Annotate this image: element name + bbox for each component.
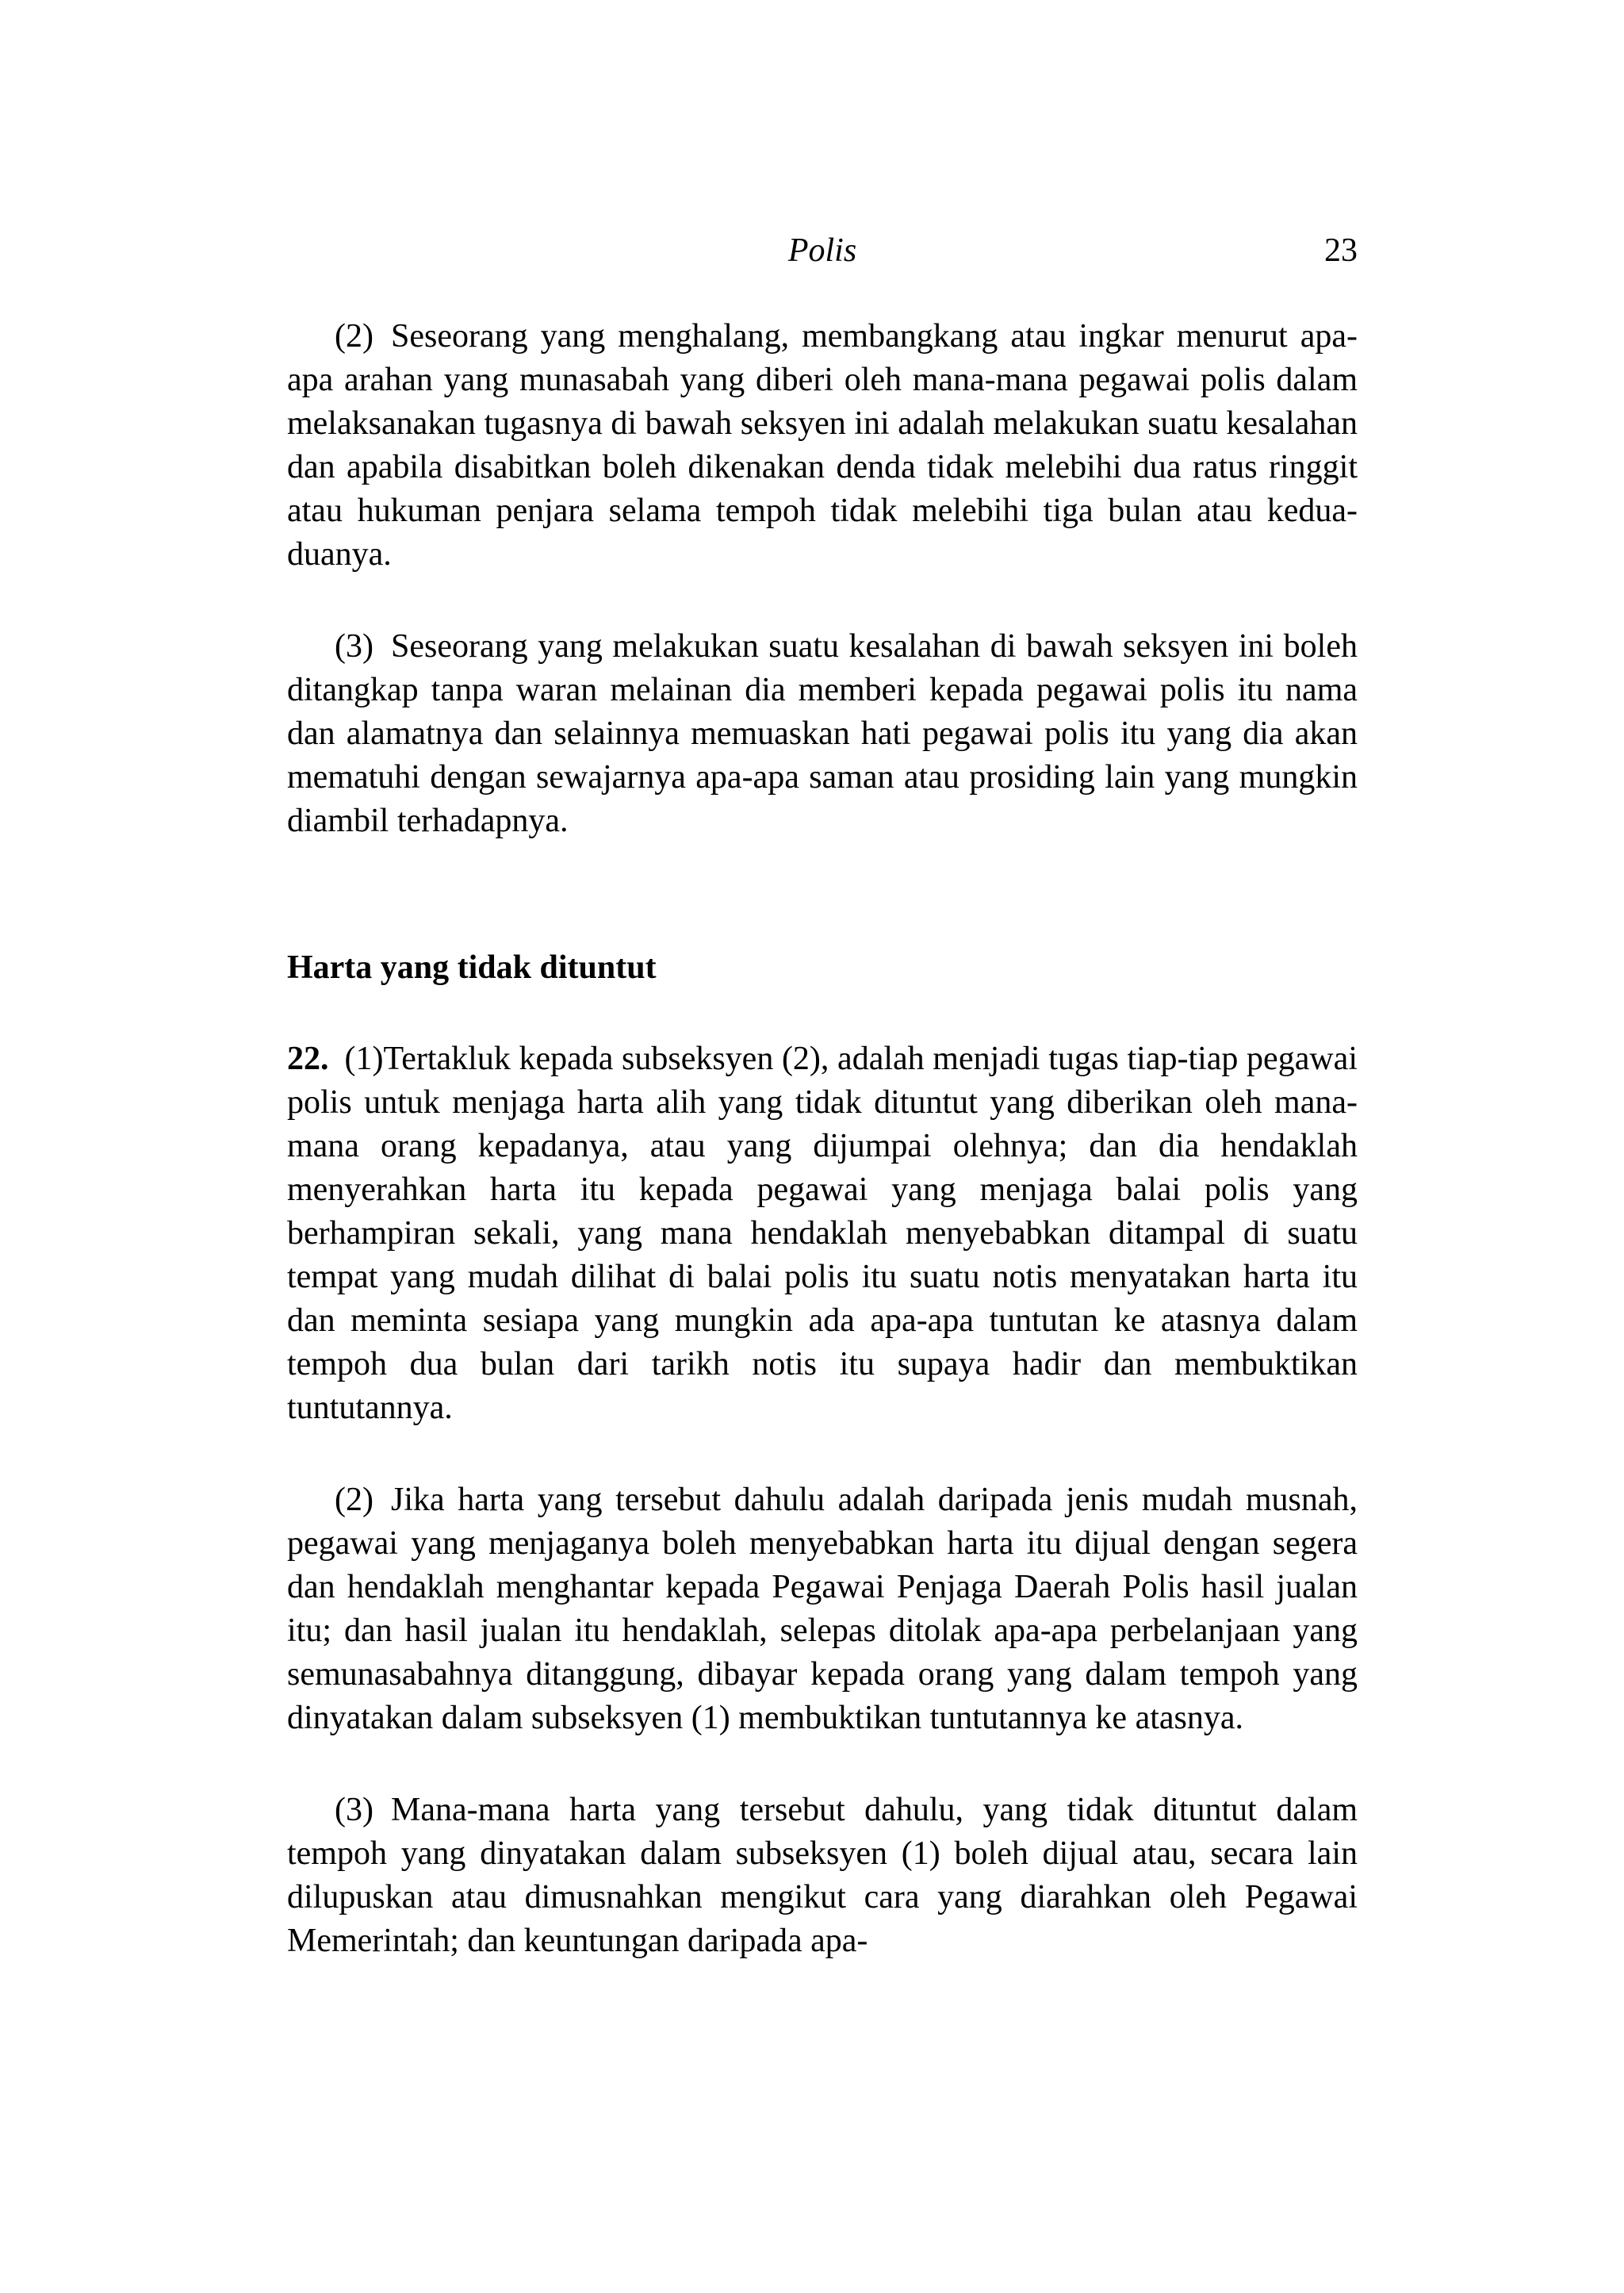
subsection-number: (2): [335, 318, 373, 355]
section-22-subsection-2-paragraph: [287, 1478, 1358, 1740]
section-number: 22.: [287, 1041, 329, 1077]
running-title: Polis: [787, 232, 857, 269]
subsection-number: (3): [335, 1792, 373, 1828]
subsection-number: (2): [335, 1482, 373, 1518]
subsection-text: Seseorang yang melakukan suatu kesalahan di bawah seksyen ini boleh ditangkap tanpa waran melainan dia memberi kepada pegawai polis itu nama dan alamatnya dan selainnya memuaskan hati pegawai polis itu yang dia akan mematuhi dengan sewajarnya apa-apa saman atau prosiding lain yang mungkin diambil terhadapnya.: [287, 628, 1358, 839]
document-page: [287, 0, 1358, 2293]
section-heading: Harta yang tidak dituntut: [287, 949, 657, 986]
subsection-text: Tertakluk kepada subseksyen (2), adalah menjadi tugas tiap-tiap pegawai polis untuk menjaga harta alih yang tidak dituntut yang diberikan oleh mana-mana orang kepadanya, atau yang dijumpai olehnya; dan dia hendaklah menyerahkan harta itu kepada pegawai yang menjaga balai polis yang berhampiran sekali, yang mana hendaklah menyebabkan ditampal di suatu tempat yang mudah dilihat di balai polis itu suatu notis menyatakan harta itu dan meminta sesiapa yang mungkin ada apa-apa tuntutan ke atasnya dalam tempoh dua bulan dari tarikh notis itu supaya hadir dan membuktikan tuntutannya.: [287, 1041, 1358, 1426]
running-header: [287, 227, 1358, 274]
subsection-text: Mana-mana harta yang tersebut dahulu, yang tidak dituntut dalam tempoh yang dinyatakan dalam subseksyen (1) boleh dijual atau, secara lain dilupuskan atau dimusnahkan mengikut cara yang diarahkan oleh Pegawai Memerintah; dan keuntungan daripada apa-: [287, 1792, 1358, 1959]
subsection-number: (1): [344, 1041, 384, 1077]
subsection-text: Seseorang yang menghalang, membangkang atau ingkar menurut apa-apa arahan yang munasabah yang diberi oleh mana-mana pegawai polis dalam melaksanakan tugasnya di bawah seksyen ini adalah melakukan suatu kesalahan dan apabila disabitkan boleh dikenakan denda tidak melebihi dua ratus ringgit atau hukuman penjara selama tempoh tidak melebihi tiga bulan atau kedua-duanya.: [287, 318, 1358, 573]
subsection-2-paragraph: [287, 315, 1358, 577]
subsection-number: (3): [335, 628, 373, 665]
page-number: 23: [1324, 232, 1358, 269]
document-body: [287, 315, 1358, 1963]
section-22-subsection-3-paragraph: [287, 1789, 1358, 1963]
subsection-text: Jika harta yang tersebut dahulu adalah daripada jenis mudah musnah, pegawai yang menjaganya boleh menyebabkan harta itu dijual dengan segera dan hendaklah menghantar kepada Pegawai Penjaga Daerah Polis hasil jualan itu; dan hasil jualan itu hendaklah, selepas ditolak apa-apa perbelanjaan yang semunasabahnya ditanggung, dibayar kepada orang yang dalam tempoh yang dinyatakan dalam subseksyen (1) membuktikan tuntutannya ke atasnya.: [287, 1482, 1358, 1736]
section-22-subsection-1-paragraph: [287, 1037, 1358, 1430]
subsection-3-paragraph: [287, 625, 1358, 843]
